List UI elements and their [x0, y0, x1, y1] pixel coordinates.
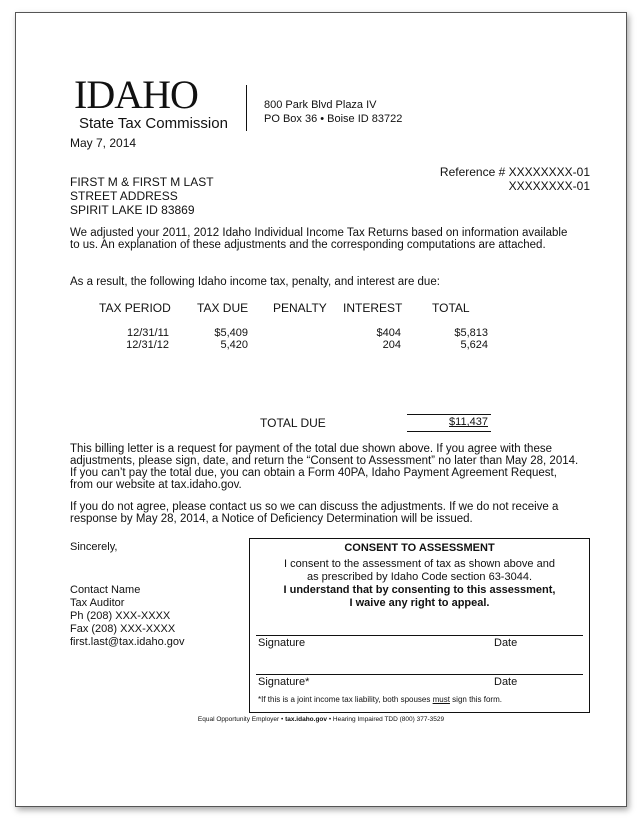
recipient-city: SPIRIT LAKE ID 83869 [70, 203, 195, 217]
consent-title: CONSENT TO ASSESSMENT [344, 542, 495, 554]
signature-line-1[interactable] [256, 635, 583, 636]
signature-label-2: Signature* [258, 676, 310, 688]
row-2-interest: 204 [382, 339, 401, 351]
consent-box [249, 538, 590, 713]
letter-page [15, 12, 627, 807]
consent-text [250, 558, 589, 610]
consent-line-2: as prescribed by Idaho Code section 63-3044. [306, 571, 533, 583]
footer-left: Equal Opportunity Employer • [197, 716, 286, 723]
contact-name: Contact Name [70, 584, 141, 596]
header-total: TOTAL [432, 301, 470, 315]
joint-liability-note [258, 695, 502, 704]
signature-line-2[interactable] [256, 674, 583, 675]
signature-label-1: Signature [258, 637, 306, 649]
address-line-1: 800 Park Blvd Plaza IV [264, 99, 377, 111]
row-2-period: 12/31/12 [126, 339, 169, 351]
total-due-value: $11,437 [449, 416, 488, 428]
row-1-total: $5,813 [454, 327, 488, 339]
row-2-total: 5,624 [460, 339, 488, 351]
contact-phone: Ph (208) XXX-XXXX [70, 610, 171, 622]
consent-bold-2: I waive any right to appeal. [349, 597, 490, 609]
billing-paragraph: This billing letter is a request for payment of the total due shown above. If you agree with these adjustments, please sign, date, and return the “Consent to Assessment” no later than May 28, 2014. If you can’t pay the total due, you can obtain a Form 40PA, Idaho Payment Agreement Request, from our website at tax.idaho.gov. [70, 443, 579, 491]
contact-fax: Fax (208) XXX-XXXX [70, 623, 176, 635]
total-double-rule [407, 431, 491, 432]
header-interest: INTEREST [343, 301, 403, 315]
logo-divider [246, 85, 247, 131]
date-label-1: Date [494, 637, 518, 649]
footer-right: • Hearing Impaired TDD (800) 377-3529 [327, 716, 445, 723]
intro-paragraph: We adjusted your 2011, 2012 Idaho Individual Income Tax Returns based on information available to us. An explanation of these adjustments and the corresponding computations are attached. [70, 227, 568, 251]
row-1-interest: $404 [376, 327, 401, 339]
note-suffix: sign this form. [449, 695, 502, 704]
logo-name: IDAHO [74, 72, 198, 117]
letter-date: May 7, 2014 [70, 136, 137, 150]
address-line-2: PO Box 36 • Boise ID 83722 [264, 113, 403, 125]
note-prefix: *If this is a joint income tax liability, both spouses [258, 695, 433, 704]
row-1-period: 12/31/11 [126, 327, 169, 339]
recipient-address [70, 175, 214, 217]
contact-block [70, 584, 185, 649]
closing: Sincerely, [70, 541, 118, 553]
consent-line-1: I consent to the assessment of tax as shown above and [284, 558, 555, 570]
total-top-rule [407, 414, 491, 415]
result-line: As a result, the following Idaho income tax, penalty, and interest are due: [70, 276, 440, 288]
footer-site-link[interactable]: tax.idaho.gov [285, 716, 328, 723]
total-due-label: TOTAL DUE [260, 416, 326, 430]
logo-subtitle: State Tax Commission [79, 115, 228, 132]
agency-address [264, 98, 402, 126]
agency-logo [74, 72, 228, 133]
recipient-street: STREET ADDRESS [70, 189, 178, 203]
footer [16, 716, 626, 723]
contact-email: first.last@tax.idaho.gov [70, 636, 185, 648]
reference-block [440, 165, 590, 193]
recipient-name: FIRST M & FIRST M LAST [70, 175, 214, 189]
contact-title: Tax Auditor [70, 597, 125, 609]
reference-line-2: XXXXXXXX-01 [508, 179, 590, 193]
date-label-2: Date [494, 676, 518, 688]
disagree-paragraph: If you do not agree, please contact us so we can discuss the adjustments. If we do not receive a response by May 28, 2014, a Notice of Deficiency Determination will be issued. [70, 501, 559, 525]
row-1-tax-due: $5,409 [214, 327, 248, 339]
consent-bold-1: I understand that by consenting to this assessment, [283, 584, 556, 596]
note-must: must [432, 695, 450, 704]
header-tax-period: TAX PERIOD [99, 301, 171, 315]
header-penalty: PENALTY [273, 301, 327, 315]
header-tax-due: TAX DUE [197, 301, 249, 315]
row-2-tax-due: 5,420 [220, 339, 248, 351]
reference-line-1: Reference # XXXXXXXX-01 [439, 165, 590, 179]
